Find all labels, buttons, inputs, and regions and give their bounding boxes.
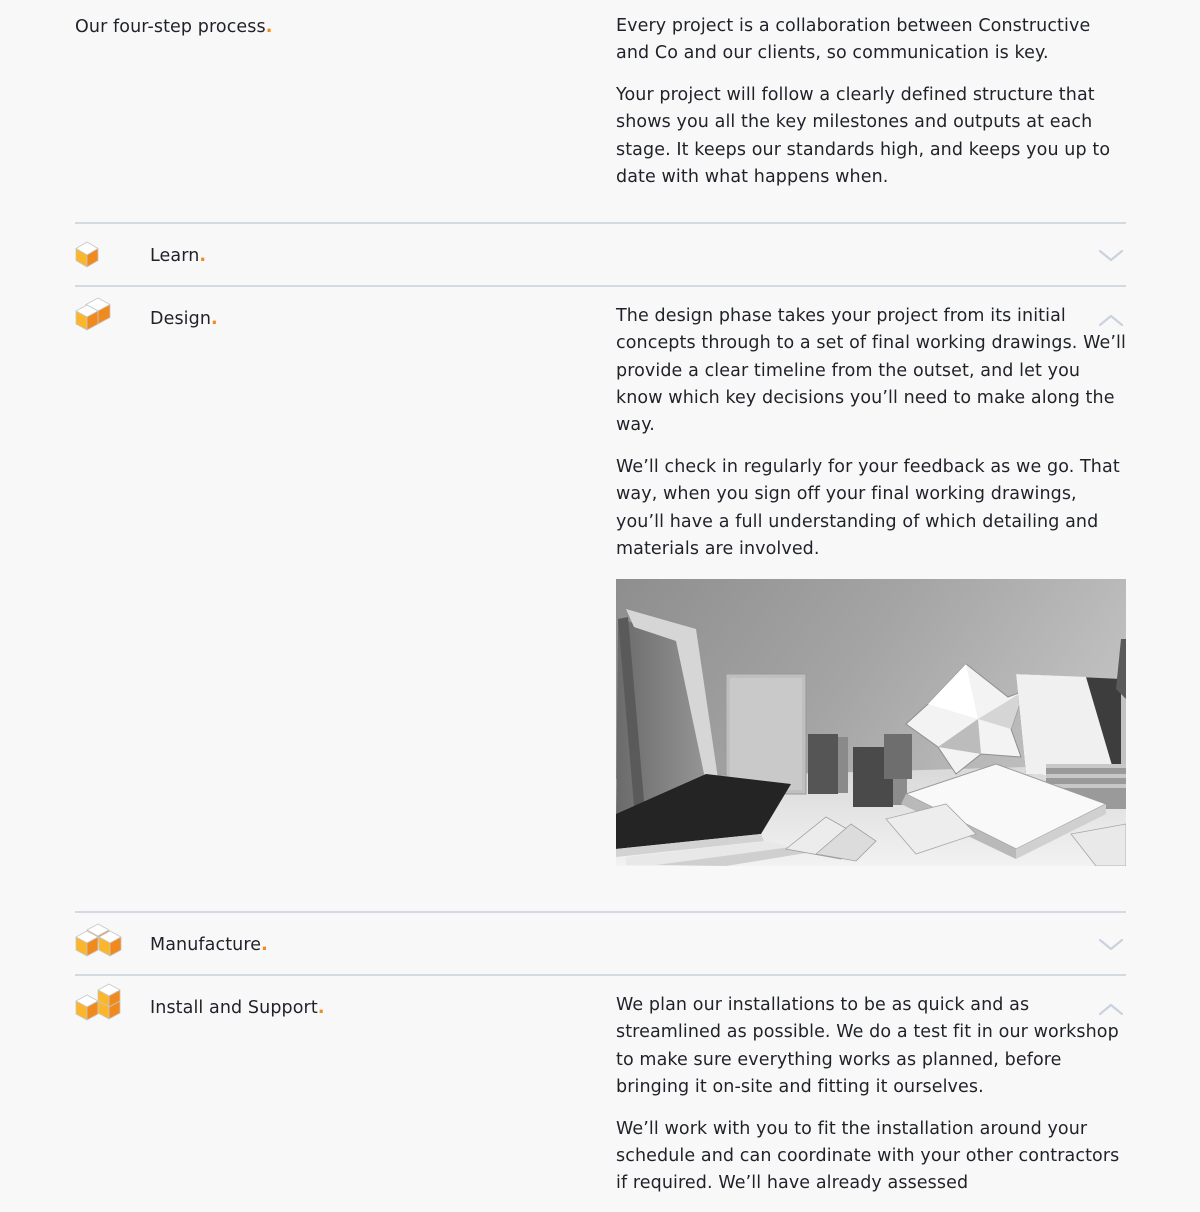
- accent-dot: .: [265, 17, 273, 37]
- accent-dot: .: [199, 246, 207, 266]
- stage-content-install-and-support: [616, 992, 1128, 1212]
- material-samples-photo: [616, 579, 1126, 866]
- accent-dot: .: [261, 935, 268, 955]
- stage-label-learn: Learn.: [150, 246, 207, 266]
- accent-dot: .: [317, 998, 325, 1018]
- stage-paragraph: We’ll check in regularly for your feedback as we go. That way, when you sign off your final working drawings, you’ll have a full understanding of which detailing and materials are involved.: [616, 456, 1120, 559]
- stage-label-design: Design.: [150, 309, 218, 329]
- stage-label-manufacture: Manufacture.: [150, 935, 268, 955]
- single-cube-icon: [75, 241, 99, 268]
- accordion-header-learn[interactable]: [75, 224, 1126, 284]
- three-cubes-icon: [75, 923, 122, 957]
- stage-paragraph: The design phase takes your project from its initial concepts through to a set of final working drawings. We’ll provide a clear timeline from the outset, and let you know which key decisions you’ll need to make along the way.: [616, 306, 1126, 436]
- stage-paragraph: We plan our installations to be as quick and as streamlined as possible. We do a test fit in our workshop to make sure everything works as planned, before bringing it on-site and fitting it ourselves.: [616, 995, 1119, 1097]
- stage-content-design: [616, 303, 1128, 578]
- intro-text: [616, 13, 1128, 206]
- chevron-down-icon[interactable]: [1098, 249, 1124, 263]
- two-cubes-icon: [75, 297, 111, 331]
- section-title: Our four-step process.: [75, 17, 273, 37]
- intro-paragraph: Your project will follow a clearly defined structure that shows you all the key milestones and outputs at each stage. It keeps our standards high, and keeps you up to date with what happens when.: [616, 85, 1111, 187]
- stage-paragraph: We’ll work with you to fit the installation around your schedule and can coordinate with your other contractors if required. We’ll have already assessed: [616, 1118, 1120, 1194]
- stacked-cubes-icon: [75, 983, 122, 1021]
- intro-paragraph: Every project is a collaboration between Constructive and Co and our clients, so communication is key.: [616, 16, 1091, 64]
- chevron-down-icon[interactable]: [1098, 938, 1124, 952]
- accent-dot: .: [211, 309, 218, 329]
- stage-label-install-and-support: Install and Support.: [150, 998, 325, 1018]
